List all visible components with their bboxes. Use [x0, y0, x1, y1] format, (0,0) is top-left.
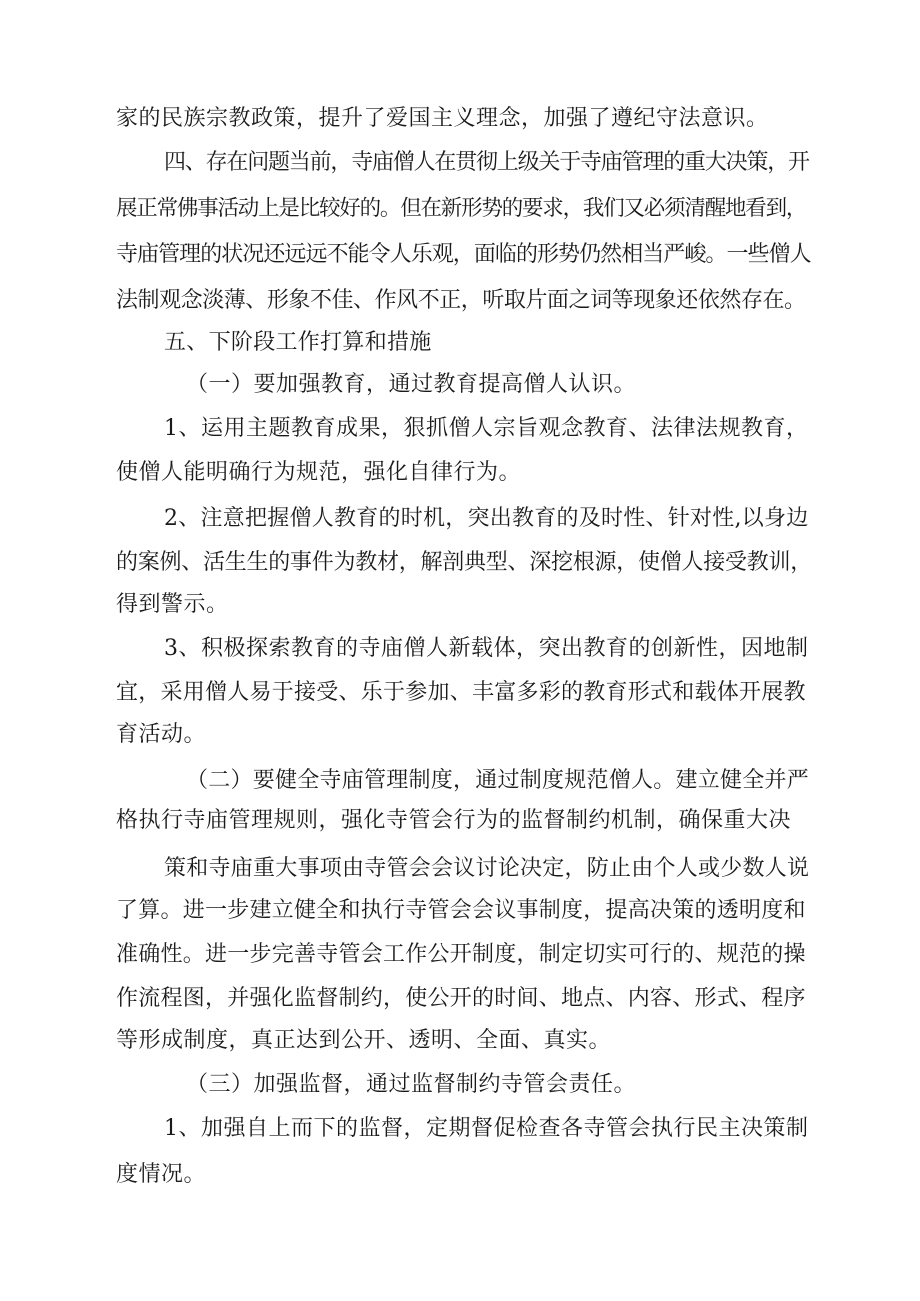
paragraph-line: 作流程图，并强化监督制约，使公开的时间、地点、内容、形式、程序 [116, 986, 806, 1011]
section-four-heading-line: 四、存在问题当前，寺庙僧人在贯彻上级关于寺庙管理的重大决策，开 [164, 150, 809, 175]
subsection-two-heading-line: （二）要健全寺庙管理制度，通过制度规范僧人。建立健全并严 [186, 768, 810, 793]
subsection-three-heading: （三）加强监督，通过监督制约寺管会责任。 [186, 1072, 637, 1097]
paragraph-line: 育活动。 [116, 722, 207, 747]
paragraph-line: 3、积极探索教育的寺庙僧人新载体，突出教育的创新性，因地制 [164, 636, 809, 661]
paragraph-line: 策和寺庙重大事项由寺管会会议讨论决定，防止由个人或少数人说 [164, 856, 810, 881]
paragraph-line: 得到警示。 [116, 592, 229, 617]
paragraph-line: 法制观念淡薄、形象不佳、作风不正，听取片面之词等现象还依然存在。 [116, 288, 806, 313]
paragraph-line: 家的民族宗教政策，提升了爱国主义理念，加强了遵纪守法意识。 [116, 106, 769, 131]
paragraph-line: 的案例、活生生的事件为教材，解剖典型、深挖根源，使僧人接受教训， [116, 550, 813, 575]
paragraph-line: 宜，采用僧人易于接受、乐于参加、丰富多彩的教育形式和载体开展教 [116, 680, 806, 705]
paragraph-line: 寺庙管理的状况还远远不能令人乐观，面临的形势仍然相当严峻。一些僧人 [116, 242, 811, 267]
paragraph-line: 度情况。 [116, 1162, 207, 1187]
paragraph-line: 准确性。进一步完善寺管会工作公开制度，制定切实可行的、规范的操 [116, 942, 806, 967]
paragraph-line: 格执行寺庙管理规则，强化寺管会行为的监督制约机制，确保重大决 [116, 808, 792, 833]
paragraph-line: 1、加强自上而下的监督，定期督促检查各寺管会执行民主决策制 [164, 1116, 809, 1141]
paragraph-line: 使僧人能明确行为规范，强化自律行为。 [116, 460, 522, 485]
paragraph-line: 2、注意把握僧人教育的时机，突出教育的及时性、针对性,以身边 [164, 506, 809, 531]
paragraph-line: 了算。进一步建立健全和执行寺管会会议事制度，提高决策的透明度和 [116, 898, 806, 923]
paragraph-line: 等形成制度，真正达到公开、透明、全面、真实。 [116, 1028, 612, 1053]
paragraph-line: 1、运用主题教育成果，狠抓僧人宗旨观念教育、法律法规教育， [164, 416, 809, 441]
paragraph-line: 展正常佛事活动上是比较好的。但在新形势的要求，我们又必须清醒地看到， [116, 196, 807, 221]
section-five-heading: 五、下阶段工作打算和措施 [164, 330, 432, 355]
subsection-one-heading: （一）要加强教育，通过教育提高僧人认识。 [186, 372, 637, 397]
